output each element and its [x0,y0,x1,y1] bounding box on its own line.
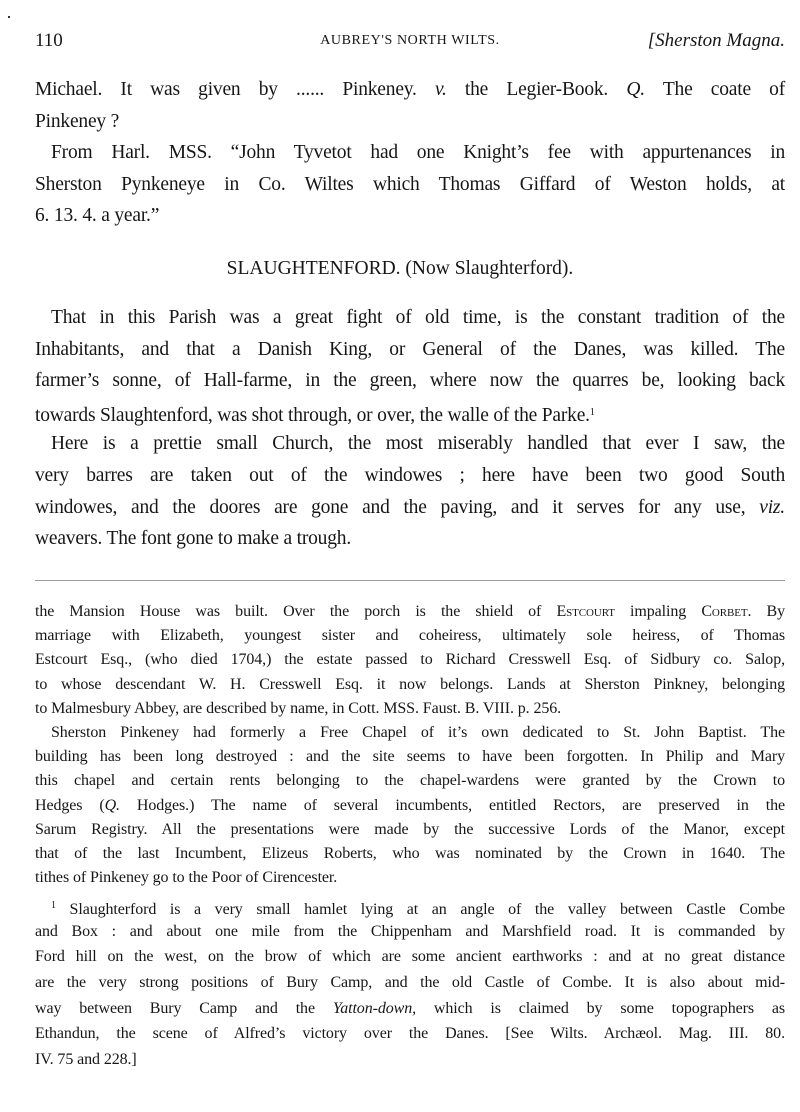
text-run: . By [747,603,785,620]
text-line [35,866,785,890]
text-run: Yatton-down, [332,999,416,1017]
text-run: The coate of [644,79,786,100]
text-line [35,996,785,1022]
text-line [35,600,785,624]
text-line [35,137,785,169]
text-run: Inhabitants, and that a Danish King, or General of the Danes, was killed. The [35,338,785,360]
text-run: which is claimed by some topographers as [416,999,785,1017]
section-heading: SLAUGHTENFORD. (Now Slaughterford). [226,258,574,279]
footnote [35,893,785,1073]
text-run: Sarum Registry. All the presentations were made by the successive Lords of the Manor, except [35,820,785,838]
text-run: to Malmesbury Abbey, are described by name, in Cott. MSS. Faust. B. VIII. p. 256. [35,699,562,717]
text-run: windowes, and the doores are gone and the paving, and it serves for any use, [35,496,760,518]
text-line [35,624,785,648]
text-run: to whose descendant W. H. Cresswell Esq. it now belongs. Lands at Sherston Pinkney, belonging [35,675,785,693]
text-line [35,673,785,697]
text-run: towards Slaughtenford, was shot through, or over, the walle of the Parke. [35,404,590,426]
text-line [35,794,785,818]
text-line [35,1047,785,1073]
text-run: Estcourt [556,603,615,620]
footnote-divider [35,580,785,581]
text-line [35,302,785,334]
section-title: [Sherston Magna. [647,30,785,51]
text-run: IV. 75 and 228.] [35,1051,137,1069]
text-line [35,200,785,232]
text-run: Slaughterford is a very small hamlet lying at an angle of the valley between Castle Combe [55,901,785,918]
text-run: impaling [614,603,702,620]
text-run: Estcourt Esq., (who died 1704,) the estate passed to Richard Cresswell Esq. of Sidbury co. Salop, [35,651,785,669]
text-line [35,74,785,106]
text-run: v. [434,79,447,100]
text-line [35,523,785,555]
text-run: That in this Parish was a great fight of old time, is the constant tradition of the [51,307,785,328]
text-run: tithes of Pinkeney go to the Poor of Cirencester. [35,869,338,887]
text-line [35,745,785,769]
text-line [35,365,785,397]
text-run: Sherston Pinkeney had formerly a Free Chapel of it’s own dedicated to St. John Baptist. The [51,723,785,741]
text-run: farmer’s sonne, of Hall-farme, in the green, where now the quarres be, looking back [35,370,785,392]
text-run: very barres are taken out of the windowes ; here have been two good South [35,464,785,486]
text-line [35,334,785,366]
text-run: Corbet [701,603,748,620]
text-run: Ethandun, the scene of Alfred’s victory over the Danes. [See Wilts. Archæol. Mag. III. 80. [35,1025,785,1043]
text-run: the Mansion House was built. Over the porch is the shield of [35,603,557,620]
text-run: 6. 13. 4. a year.” [35,205,160,227]
text-run: way between Bury Camp and the [35,999,333,1017]
text-run: building has been long destroyed : and the site seems to have been forgotten. In Philip and Mary [35,748,785,766]
text-line [35,169,785,201]
text-line [35,818,785,842]
text-run: Ford hill on the west, on the brow of which are some ancient earthworks : and at no great distance [35,948,785,966]
text-run: Hedges ( [35,796,105,814]
text-line [35,492,785,524]
text-run: Hodges.) The name of several incumbents, entitled Rectors, are preserved in the [119,796,786,814]
text-run: Q. [626,79,645,100]
text-line [35,970,785,996]
slaughtenford-paragraphs [35,302,785,555]
text-run: viz. [759,496,785,518]
text-run: this chapel and certain rents belonging to the chapel-wardens were granted by the Crown to [35,772,785,790]
text-run: Q. [104,796,120,814]
text-line [35,721,785,745]
text-run: Sherston Pynkeneye in Co. Wiltes which Thomas Giffard of Weston holds, at [35,173,785,195]
text-line [35,1021,785,1047]
footnote-marker: 1 [589,406,595,418]
scan-speck [8,16,10,18]
text-line [35,893,785,919]
page-header [35,30,785,60]
text-run: Here is a prettie small Church, the most miserably handled that ever I saw, the [51,433,785,455]
text-line [35,842,785,866]
top-paragraphs [35,74,785,232]
text-run: and Box : and about one mile from the Chippenham and Marshfield road. It is commanded by [35,922,785,940]
text-line [35,397,785,429]
text-run: weavers. The font gone to make a trough. [35,528,351,550]
running-title: AUBREY'S NORTH WILTS. [320,33,500,48]
text-line [35,648,785,672]
text-run: Pinkeney ? [35,110,120,132]
text-line [35,106,785,138]
footnote-marker: 1 [51,900,56,911]
text-run: From Harl. MSS. “John Tyvetot had one Knight’s fee with appurtenances in [51,142,785,164]
text-line [35,697,785,721]
text-run: the Legier-Book. [446,79,627,100]
text-run: that of the last Incumbent, Elizeus Roberts, who was nominated by the Crown in 1640. The [35,844,785,862]
page-number: 110 [35,30,63,51]
text-run: marriage with Elizabeth, youngest sister and coheiress, ultimately sole heiress, of Thomas [35,627,785,645]
text-run: Michael. It was given by ...... Pinkeney. [35,79,435,100]
text-run: are the very strong positions of Bury Camp, and the old Castle of Combe. It is also about mid- [35,974,785,992]
text-line [35,919,785,945]
text-line [35,769,785,793]
text-line [35,944,785,970]
text-line [35,428,785,460]
continued-notes [35,600,785,890]
text-line [35,460,785,492]
